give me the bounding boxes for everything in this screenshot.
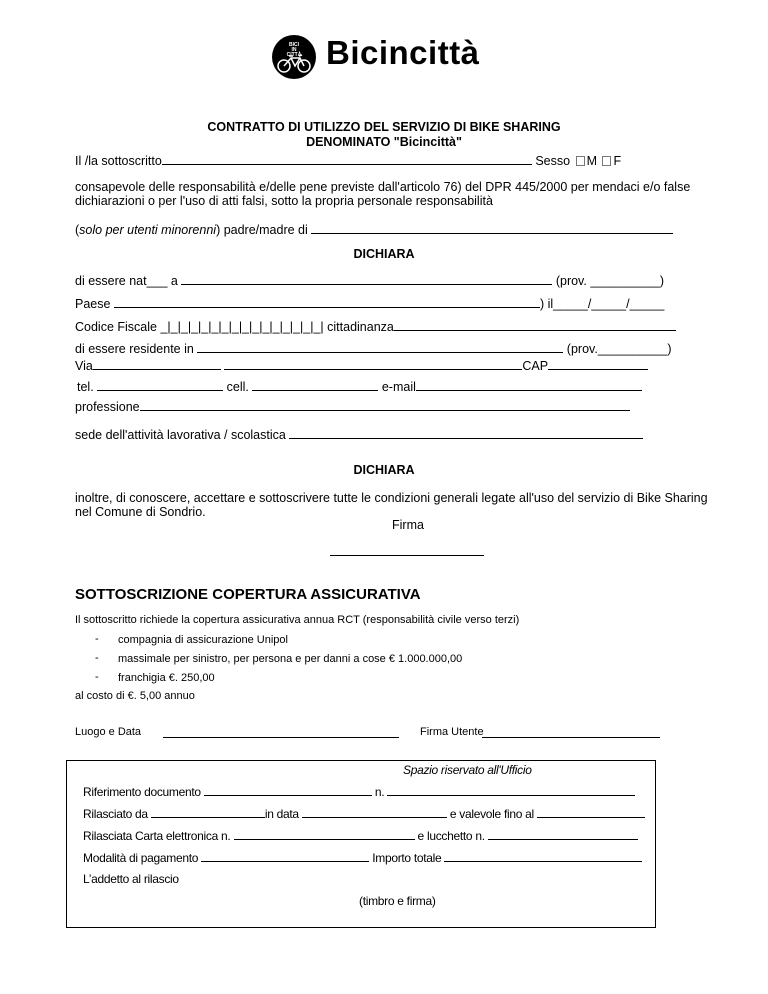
professione-label: professione bbox=[75, 400, 140, 414]
prov-label: (prov. __________) bbox=[555, 274, 665, 288]
minorenni-open: ( bbox=[75, 223, 80, 237]
residenza-field[interactable] bbox=[197, 341, 563, 353]
carta-field[interactable] bbox=[234, 828, 415, 840]
bullet-franchigia: franchigia €. 250,00 bbox=[118, 672, 215, 684]
firma-utente-label: Firma Utente bbox=[420, 726, 484, 738]
cap-label: CAP bbox=[522, 359, 549, 373]
sottoscritto-field[interactable] bbox=[162, 153, 532, 165]
bullet-dash-2: - bbox=[95, 652, 99, 664]
lucchetto-label: e lucchetto n. bbox=[417, 829, 485, 843]
sottoscritto-label: Il /la sottoscritto bbox=[75, 154, 162, 168]
sede-label: sede dell'attività lavorativa / scolastica bbox=[75, 428, 286, 442]
svg-text:BICI: BICI bbox=[289, 42, 299, 48]
sede-row bbox=[75, 427, 643, 442]
bicycle-logo-icon bbox=[270, 34, 322, 80]
assicurazione-heading: SOTTOSCRIZIONE COPERTURA ASSICURATIVA bbox=[75, 586, 421, 603]
timbro-label: (timbro e firma) bbox=[359, 894, 436, 908]
inoltre-line-2: nel Comune di Sondrio. bbox=[75, 505, 206, 519]
luogo-data-field[interactable] bbox=[163, 737, 399, 738]
ufficio-box bbox=[66, 760, 656, 928]
carta-label: Rilasciata Carta elettronica n. bbox=[83, 829, 231, 843]
rilasciato-row bbox=[83, 806, 645, 821]
riferimento-row bbox=[83, 784, 635, 799]
email-field[interactable] bbox=[416, 379, 642, 391]
sesso-m-checkbox[interactable] bbox=[576, 156, 585, 166]
via-label: Via bbox=[75, 359, 93, 373]
costo-text: al costo di €. 5,00 annuo bbox=[75, 690, 195, 702]
minorenni-row bbox=[75, 222, 673, 237]
professione-row bbox=[75, 399, 630, 414]
codice-fiscale-row bbox=[75, 319, 676, 334]
codice-fiscale-label: Codice Fiscale bbox=[75, 320, 157, 334]
paese-label: Paese bbox=[75, 297, 111, 311]
inoltre-line-1: inoltre, di conoscere, accettare e sottoscrivere tutte le condizioni generali legate all'uso del servizio di Bike Sharing bbox=[75, 491, 708, 505]
contract-subtitle: DENOMINATO "Bicincittà" bbox=[306, 135, 462, 149]
codice-fiscale-boxes[interactable]: _|_|_|_|_|_|_|_|_|_|_|_|_|_|_|_| bbox=[160, 320, 324, 334]
ufficio-title: Spazio riservato all'Ufficio bbox=[403, 763, 532, 777]
nato-label: di essere nat___ a bbox=[75, 274, 178, 288]
sottoscritto-row bbox=[75, 153, 621, 168]
pagamento-label: Modalità di pagamento bbox=[83, 851, 199, 865]
data-nascita-label[interactable]: ) il_____/_____/_____ bbox=[539, 297, 665, 311]
svg-text:CITTÀ: CITTÀ bbox=[286, 52, 302, 58]
firma-label: Firma bbox=[392, 518, 424, 532]
dichiara-heading-1: DICHIARA bbox=[353, 247, 415, 261]
luogo-data-label: Luogo e Data bbox=[75, 726, 142, 738]
via-row bbox=[75, 358, 648, 373]
paese-field[interactable] bbox=[114, 296, 540, 308]
residente-label: di essere residente in bbox=[75, 342, 194, 356]
pagamento-row bbox=[83, 850, 642, 865]
addetto-label: L’addetto al rilascio bbox=[83, 872, 179, 886]
sede-field[interactable] bbox=[289, 427, 643, 439]
riferimento-n-field[interactable] bbox=[387, 784, 635, 796]
lucchetto-field[interactable] bbox=[488, 828, 638, 840]
minorenni-note: solo per utenti minorenni bbox=[79, 223, 217, 237]
bullet-massimale: massimale per sinistro, per persona e per danni a cose € 1.000.000,00 bbox=[118, 653, 463, 665]
importo-label: Importo totale bbox=[372, 851, 442, 865]
cell-field[interactable] bbox=[252, 379, 378, 391]
tel-label: tel. bbox=[77, 380, 94, 394]
minorenni-rest: ) padre/madre di bbox=[216, 223, 308, 237]
consapevole-line-1: consapevole delle responsabilità e/delle pene previste dall'articolo 76) del DPR 445/2000 per mendaci e/o false bbox=[75, 180, 691, 194]
consapevole-line-2: dichiarazioni o per l'uso di atti falsi, sotto la propria personale responsabilità bbox=[75, 194, 493, 208]
via-field-2[interactable] bbox=[224, 358, 522, 370]
in-data-field[interactable] bbox=[302, 806, 447, 818]
tel-field[interactable] bbox=[97, 379, 223, 391]
sesso-label: Sesso bbox=[535, 154, 571, 168]
email-label: e-mail bbox=[381, 380, 416, 394]
svg-text:IN: IN bbox=[291, 47, 297, 53]
contatti-row bbox=[77, 379, 642, 394]
riferimento-label: Riferimento documento bbox=[83, 785, 201, 799]
firma-utente-field[interactable] bbox=[482, 737, 660, 738]
luogo-nascita-field[interactable] bbox=[181, 273, 552, 285]
nascita-row bbox=[75, 273, 664, 288]
riferimento-n-label: n. bbox=[374, 785, 385, 799]
bullet-dash-1: - bbox=[95, 633, 99, 645]
rilasciato-label: Rilasciato da bbox=[83, 807, 148, 821]
genitore-di-field[interactable] bbox=[311, 222, 673, 234]
importo-field[interactable] bbox=[444, 850, 642, 862]
valevole-field[interactable] bbox=[537, 806, 645, 818]
logo bbox=[270, 34, 500, 80]
via-field-1[interactable] bbox=[93, 358, 221, 370]
sesso-f-checkbox[interactable] bbox=[602, 156, 611, 166]
professione-field[interactable] bbox=[140, 399, 630, 411]
riferimento-field[interactable] bbox=[204, 784, 372, 796]
firma-signature-line[interactable] bbox=[330, 555, 484, 556]
dichiara-heading-2: DICHIARA bbox=[353, 463, 415, 477]
cittadinanza-label: cittadinanza bbox=[327, 320, 394, 334]
sesso-m-label: M bbox=[586, 154, 597, 168]
contract-title: CONTRATTO DI UTILIZZO DEL SERVIZIO DI BIKE SHARING bbox=[207, 120, 561, 134]
assicurazione-intro: Il sottoscritto richiede la copertura assicurativa annua RCT (responsabilità civile verso terzi) bbox=[75, 614, 520, 626]
bullet-compagnia: compagnia di assicurazione Unipol bbox=[118, 634, 288, 646]
cittadinanza-field[interactable] bbox=[394, 319, 676, 331]
rilasciato-field[interactable] bbox=[151, 806, 265, 818]
sesso-f-label: F bbox=[613, 154, 622, 168]
prov2-label: (prov.__________) bbox=[566, 342, 672, 356]
bullet-dash-3: - bbox=[95, 671, 99, 683]
valevole-label: e valevole fino al bbox=[449, 807, 534, 821]
residenza-row bbox=[75, 341, 672, 356]
in-data-label: in data bbox=[264, 807, 299, 821]
cap-field[interactable] bbox=[548, 358, 648, 370]
brand-name: Bicincittà bbox=[326, 34, 480, 71]
pagamento-field[interactable] bbox=[201, 850, 369, 862]
carta-row bbox=[83, 828, 638, 843]
cell-label: cell. bbox=[226, 380, 249, 394]
paese-row bbox=[75, 296, 664, 311]
